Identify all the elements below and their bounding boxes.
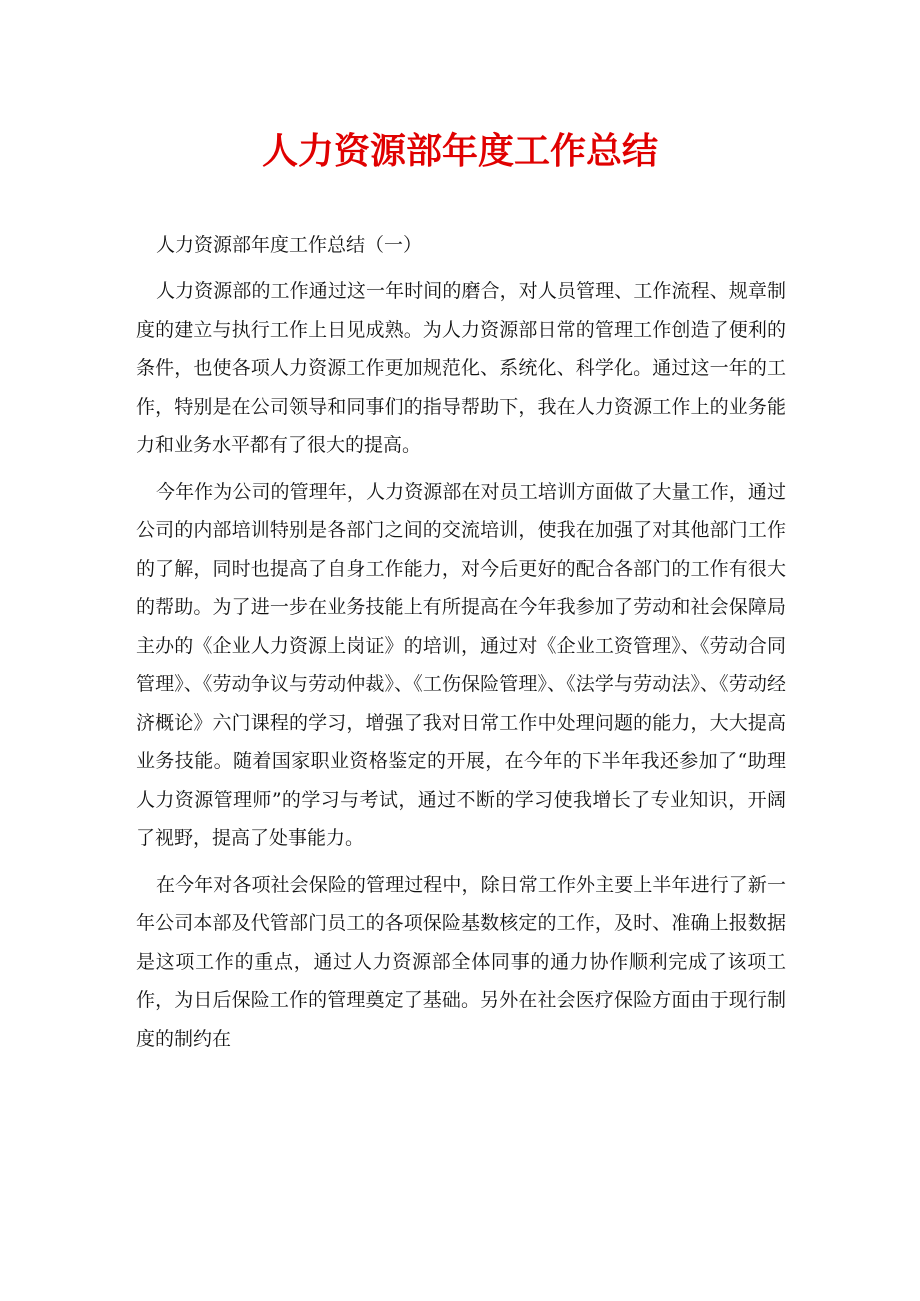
paragraph-2: 今年作为公司的管理年，人力资源部在对员工培训方面做了大量工作，通过公司的内部培训特别是各部门之间的交流培训，使我在加强了对其他部门工作的了解，同时也提高了自身工作能力，对今后更好的配合各部门的工作有很大的帮助。为了进一步在业务技能上有所提高在今年我参加了劳动和社会保障局主办的《企业人力资源上岗证》的培训，通过对《企业工资管理》、《劳动合同管理》、《劳动争议与劳动仲裁》、《工伤保险管理》、《法学与劳动法》、《劳动经济概论》六门课程的学习，增强了我对日常工作中处理问题的能力，大大提高业务技能。随着国家职业资格鉴定的开展，在今年的下半年我还参加了“助理人力资源管理师”的学习与考试，通过不断的学习使我增长了专业知识，开阔了视野，提高了处事能力。 xyxy=(136,480,786,849)
document-title: 人力资源部年度工作总结 xyxy=(261,131,658,172)
paragraph-1: 人力资源部的工作通过这一年时间的磨合，对人员管理、工作流程、规章制度的建立与执行工作上日见成熟。为人力资源部日常的管理工作创造了便利的条件，也使各项人力资源工作更加规范化、系统化、科学化。通过这一年的工作，特别是在公司领导和同事们的指导帮助下，我在人力资源工作上的业务能力和业务水平都有了很大的提高。 xyxy=(136,280,786,456)
document-body xyxy=(136,228,786,1066)
section-heading: 人力资源部年度工作总结（一） xyxy=(156,234,423,256)
paragraph-3: 在今年对各项社会保险的管理过程中，除日常工作外主要上半年进行了新一年公司本部及代管部门员工的各项保险基数核定的工作，及时、准确上报数据是这项工作的重点，通过人力资源部全体同事的通力协作顺利完成了该项工作，为日后保险工作的管理奠定了基础。另外在社会医疗保险方面由于现行制度的制约在 xyxy=(136,873,786,1050)
